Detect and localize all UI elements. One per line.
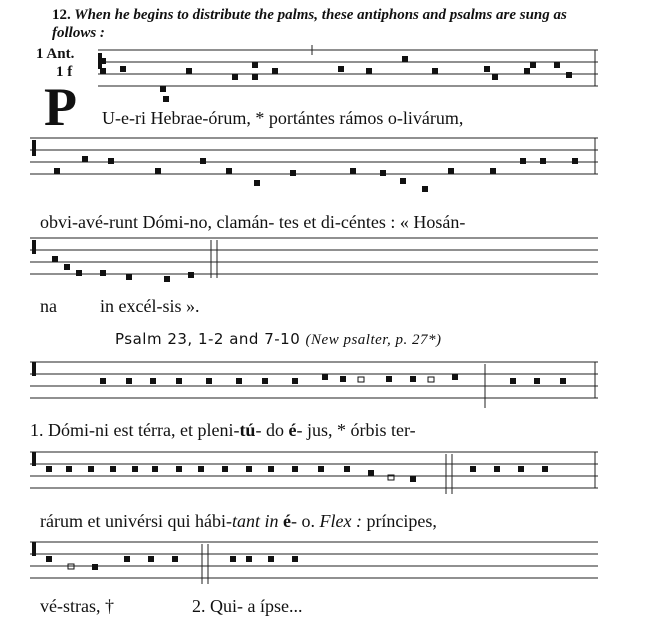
staff-4: [0, 355, 660, 415]
lyric-line-4: [30, 420, 416, 441]
antiphon-label: 1 Ant.: [36, 46, 75, 62]
lyric-line-5-part-a: rárum et univérsi qui hábi-: [40, 511, 232, 531]
lyric-line-6a: vé-stras, †: [40, 596, 114, 616]
lyric-line-4-part-e: - jus, * órbis ter-: [296, 420, 416, 440]
lyric-line-3a: na: [40, 296, 57, 316]
lyric-line-6b: 2. Qui- a ípse...: [192, 596, 303, 616]
lyric-line-5-flex: Flex :: [319, 511, 362, 531]
lyric-line-5-part-d: - o.: [290, 511, 315, 531]
staff-3: [0, 232, 660, 282]
lyric-line-5-italic: tant in: [231, 511, 279, 531]
lyric-line-5: [40, 511, 437, 532]
psalm-title: Psalm 23, 1-2 and 7-10: [115, 330, 301, 348]
rubric-text: When he begins to distribute the palms, these antiphons and psalms are sung as follows :: [52, 7, 567, 41]
lyric-line-3b: in excél-sis ».: [100, 296, 200, 316]
psalm-reference: (New psalter, p. 27*): [305, 332, 442, 348]
staff-2: [0, 130, 660, 200]
rubric-number: 12.: [52, 7, 71, 23]
lyric-line-4-part-a: 1. Dómi-ni est térra, et pleni-: [30, 420, 240, 440]
staff-1: [0, 40, 660, 110]
lyric-line-1: U-e-ri Hebrae-órum, * portántes rámos o-livárum,: [102, 108, 464, 128]
lyric-line-4-accent-2: é: [288, 420, 297, 440]
psalm-heading: [115, 330, 441, 349]
lyric-line-4-accent-1: tú: [239, 420, 256, 440]
lyric-line-2: obvi-avé-runt Dómi-no, clamán- tes et di-céntes : « Hosán-: [40, 212, 466, 232]
staff-6: [0, 535, 660, 590]
lyric-line-5-accent: é: [282, 511, 291, 531]
antiphon-mode: 1 f: [56, 64, 73, 80]
staff-5: [0, 445, 660, 505]
rubric-instruction: [52, 6, 612, 42]
initial-letter: P: [44, 77, 77, 137]
lyric-line-4-part-c: - do: [255, 420, 284, 440]
lyric-line-5-part-f: príncipes,: [366, 511, 437, 531]
